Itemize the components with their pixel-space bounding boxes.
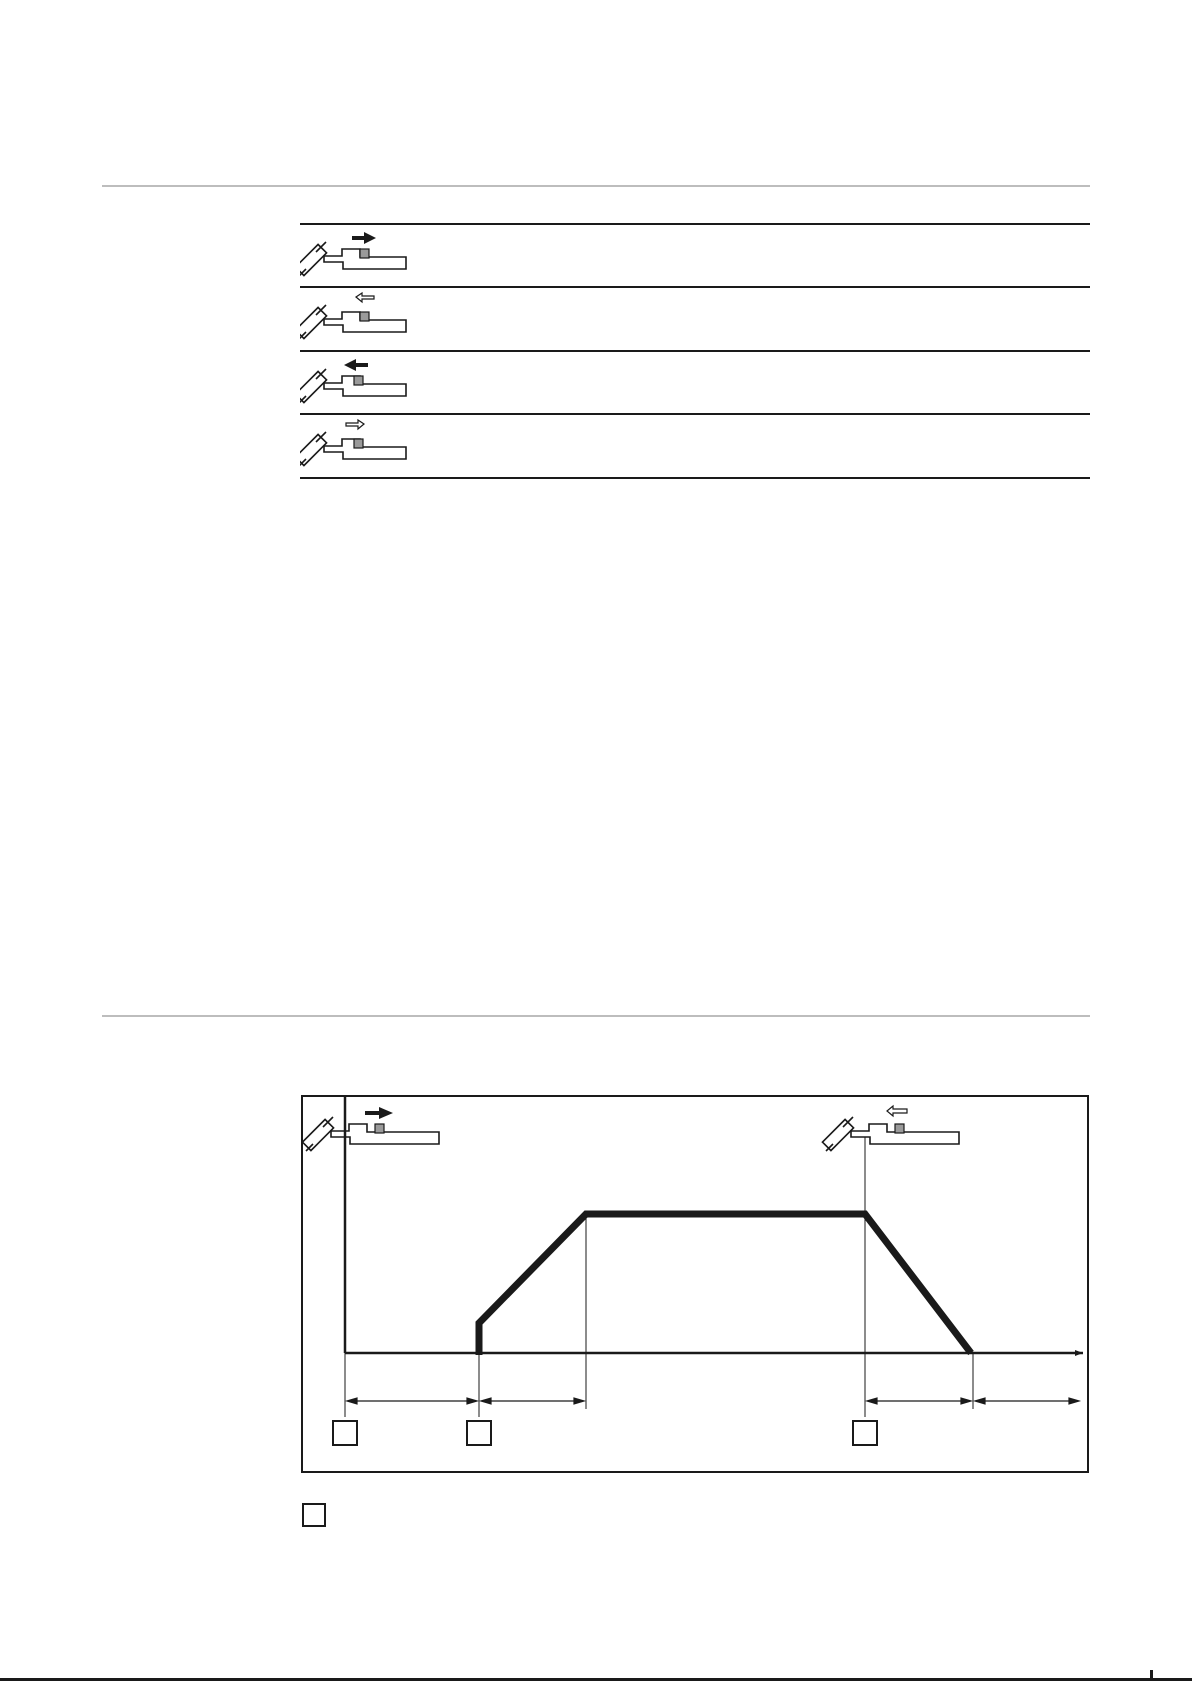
table-row-trigger-pull-back: [300, 351, 1090, 413]
bottom-section-divider: [102, 1015, 1090, 1017]
top-section-divider: [102, 185, 1090, 187]
page-edge-mark: [1150, 1670, 1153, 1680]
torch-trigger-release-outline-arrow-icon: [300, 289, 420, 349]
phase-marker-box: [467, 1421, 491, 1445]
footer-rule: [0, 1678, 1192, 1681]
current-profile-line: [479, 1214, 971, 1355]
welding-current-diagram: [301, 1095, 1089, 1473]
phase-marker-box: [853, 1421, 877, 1445]
table-rule: [300, 477, 1090, 479]
current-profile-chart: [303, 1097, 1087, 1471]
table-row-trigger-push-forward: [300, 414, 1090, 476]
torch-trigger-push-forward-outline-arrow-icon: [300, 416, 420, 476]
phase-marker-box: [333, 1421, 357, 1445]
torch-trigger-release-outline-arrow-icon: [822, 1106, 959, 1151]
legend-marker-box: [302, 1503, 326, 1527]
table-row-trigger-press: [300, 224, 1090, 286]
dimension-arrows: [347, 1398, 1079, 1404]
table-row-trigger-release: [300, 287, 1090, 349]
torch-trigger-press-solid-arrow-icon: [300, 226, 420, 286]
torch-trigger-pull-back-solid-arrow-icon: [300, 353, 420, 413]
torch-trigger-press-solid-arrow-icon: [303, 1107, 439, 1151]
